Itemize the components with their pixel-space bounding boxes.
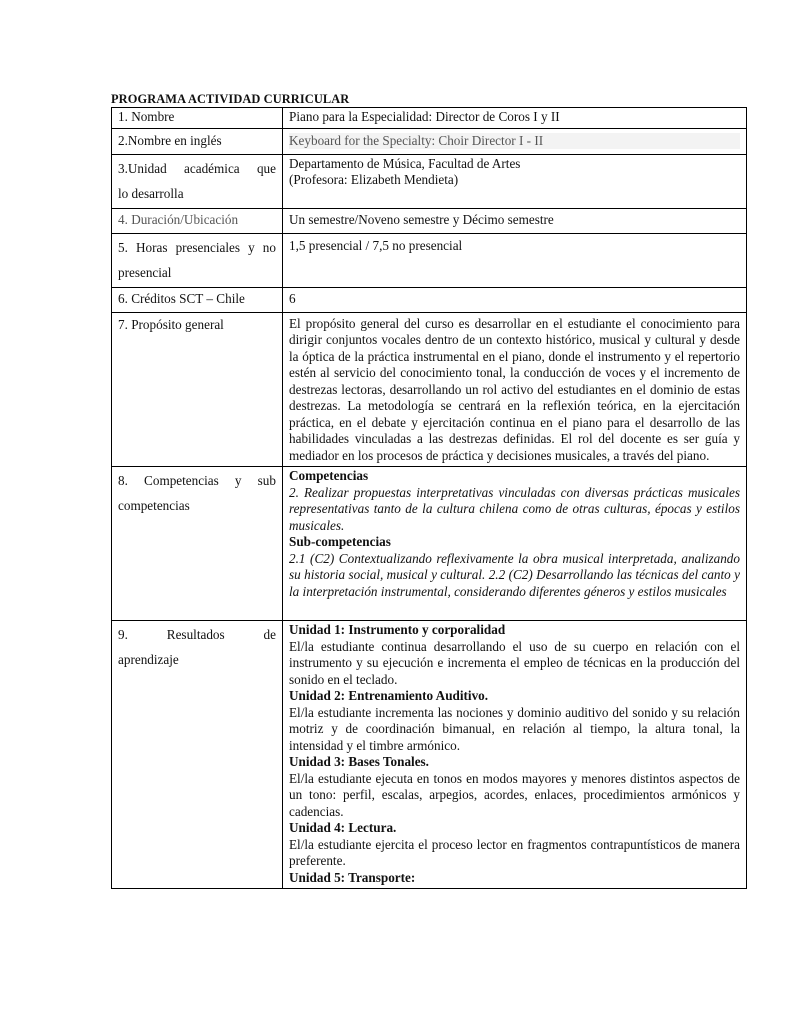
label-unidad-line1: 3.Unidad académica que xyxy=(118,160,276,176)
value-unidad-line1: Departamento de Música, Facultad de Artes xyxy=(289,155,521,171)
unit-title: Unidad 4: Lectura. xyxy=(289,820,397,835)
table-row xyxy=(112,108,747,129)
table-row xyxy=(112,621,747,889)
label-horas-line2: presencial xyxy=(118,264,172,280)
competencias-text: 2. Realizar propuestas interpretativas vinculadas con diversas prácticas musicales representativas tanto de la cultura chilena como de otras culturas, épocas y estilos musicales. xyxy=(289,484,740,533)
unit-text: El/la estudiante ejercita el proceso lector en fragmentos contrapuntísticos de manera preferente. xyxy=(289,836,740,868)
value-proposito: El propósito general del curso es desarrollar en el estudiante el conocimiento para dirigir conjuntos vocales dentro de un contexto histórico, musical y cultural y desde la óptica de la práctica instrumental en el piano, donde el instrumento y el repertorio estén al servicio del conocimiento tonal, la conducción de voces y el incremento de destrezas lectoras, desarrollando un rol activo del estudiantes en el dominio de estas destrezas. La metodología se centrará en la reflexión teórica, en la ejercitación práctica, en el debate y ejercitación continua en el piano para el desarrollo de las habilidades vinculadas a las destrezas definidas. El rol del docente es ser guía y mediador en los procesos de práctica y decisiones musicales, a través del piano. xyxy=(283,312,747,467)
unit-title: Unidad 3: Bases Tonales. xyxy=(289,754,429,769)
value-unidad-line2: (Profesora: Elizabeth Mendieta) xyxy=(289,172,459,187)
unit-text: El/la estudiante ejecuta en tonos en modos mayores y menores distintos aspectos de un tono: perfil, escalas, arpegios, acordes, enlaces, procedimientos armónicos y cadencias. xyxy=(289,770,740,819)
table-row xyxy=(112,233,747,287)
unit-text: El/la estudiante incrementa las nociones y dominio auditivo del sonido y su relación motriz y de coordinación bimanual, en relación al tiempo, la altura tonal, la intensidad y el timbre armónico. xyxy=(289,704,740,753)
label-creditos: 6. Créditos SCT – Chile xyxy=(112,287,283,312)
unit-title: Unidad 5: Transporte: xyxy=(289,869,416,885)
table-row xyxy=(112,312,747,467)
table-row xyxy=(112,287,747,312)
label-horas xyxy=(112,233,283,287)
value-creditos: 6 xyxy=(283,287,747,312)
subcompetencias-title: Sub-competencias xyxy=(289,534,391,549)
label-competencias-line1: 8. Competencias y sub xyxy=(118,473,276,488)
label-competencias-line2: competencias xyxy=(118,498,190,513)
value-unidad xyxy=(283,154,747,208)
value-nombre: Piano para la Especialidad: Director de Coros I y II xyxy=(283,108,747,129)
label-duracion: 4. Duración/Ubicación xyxy=(112,208,283,233)
program-table xyxy=(111,107,747,889)
label-nombre: 1. Nombre xyxy=(112,108,283,129)
unit-text: El/la estudiante continua desarrollando el uso de su cuerpo en relación con el instrumento y su ejecución e incrementa el empleo de técnicas en la producción del sonido en el teclado. xyxy=(289,638,740,687)
label-unidad-line2: lo desarrolla xyxy=(118,185,184,201)
label-resultados xyxy=(112,621,283,889)
label-resultados-line1: 9. Resultados de xyxy=(118,627,276,642)
label-ingles: 2.Nombre en inglés xyxy=(112,128,283,154)
value-competencias xyxy=(283,467,747,621)
value-duracion: Un semestre/Noveno semestre y Décimo semestre xyxy=(283,208,747,233)
label-resultados-line2: aprendizaje xyxy=(118,652,179,667)
value-ingles xyxy=(283,128,747,154)
label-competencias xyxy=(112,467,283,621)
label-proposito: 7. Propósito general xyxy=(112,312,283,467)
table-row xyxy=(112,467,747,621)
unit-title: Unidad 2: Entrenamiento Auditivo. xyxy=(289,688,489,703)
table-row xyxy=(112,128,747,154)
label-unidad xyxy=(112,154,283,208)
value-horas: 1,5 presencial / 7,5 no presencial xyxy=(283,233,747,287)
label-horas-line1: 5. Horas presenciales y no xyxy=(118,239,276,255)
value-ingles-text: Keyboard for the Specialty: Choir Director I - II xyxy=(289,133,740,150)
subcompetencias-text: 2.1 (C2) Contextualizando reflexivamente la obra musical interpretada, analizando su historia social, musical y cultural. 2.2 (C2) Desarrollando las técnicas del canto y la interpretación instrumental, considerando diferentes géneros y estilos musicales xyxy=(289,550,740,599)
competencias-title: Competencias xyxy=(289,468,369,483)
table-row xyxy=(112,154,747,208)
unit-title: Unidad 1: Instrumento y corporalidad xyxy=(289,622,506,637)
value-resultados xyxy=(283,621,747,889)
table-row xyxy=(112,208,747,233)
document-heading: PROGRAMA ACTIVIDAD CURRICULAR xyxy=(111,92,350,106)
